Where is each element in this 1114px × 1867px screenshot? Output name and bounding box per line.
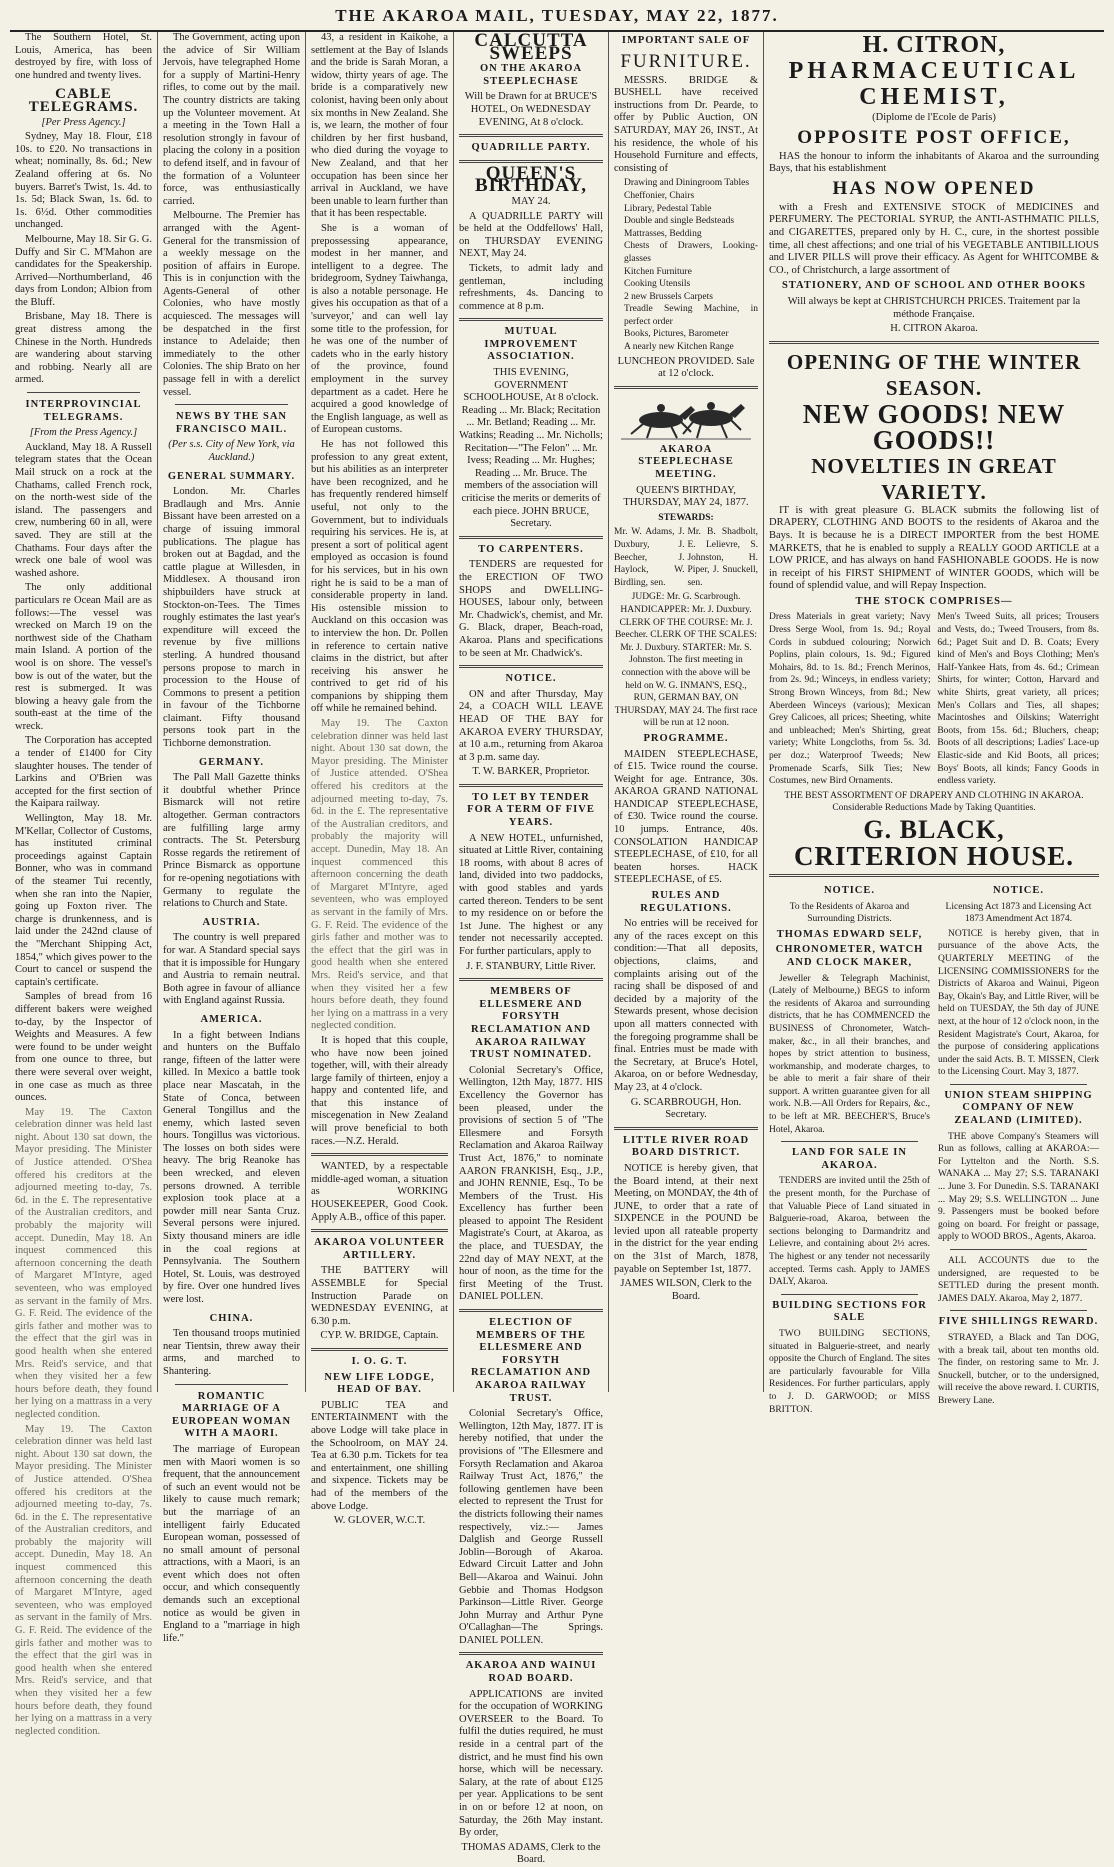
advert-title: TO CARPENTERS. — [478, 543, 584, 555]
advert-text: TWO BUILDING SECTIONS, situated in Balguerie-street, and nearly opposite the Church of England. The sites are particularly favourable for Villa Residences. For further particulars, apply to J. D. GARWOOD; or MISS BRITTON. — [769, 1328, 930, 1415]
advert-title: FURNITURE. — [620, 50, 752, 72]
has-now-opened: HAS NOW OPENED — [832, 177, 1036, 199]
advert-text: Will always be kept at CHRISTCHURCH PRICES. Traitement par la méthode Française. — [787, 295, 1081, 320]
news-paragraph: The country is well prepared for war. A Standard special says that it is impossible for Hungary and Austria to remain neutral. Both agree in favour of alliance with England against Russia. — [163, 932, 300, 1007]
divider — [311, 1153, 448, 1156]
news-paragraph: The Pall Mall Gazette thinks it doubtful whether Prince Bismarck will not retire altogether. German contractors are fulfilling large army contracts. The St. Petersburg Rosse regards the retirement of Prince Bismarck as opportune for re-opening negotiations with Germany to regulate the relations to Church and State. — [163, 772, 300, 910]
advert-title: QUADRILLE PARTY. — [471, 142, 591, 154]
divider — [175, 404, 288, 405]
advert-text: ALL ACCOUNTS due to the undersigned, are requested to be SETTLED during the present month. JAMES DALY. Akaroa, May 2, 1877. — [938, 1256, 1099, 1304]
citron-name: H. CITRON, — [862, 32, 1006, 58]
section-subheading: [Per Press Agency.] — [41, 116, 126, 128]
advert-text: IT is with great pleasure G. BLACK submits the following list of DRAPERY, CLOTHING AND BOOTS to the residents of Akaroa and the Bays. It is because he is a DIRECT IMPORTER from the best HOME MARKETS, that he is enabled to supply a REALLY GOOD ARTICLE at a LOW PRICE, and has always on hand FASHIONABLE GOODS. He is now in receipt of his FIRST SHIPMENT of WINTER GOODS, which will be found of splendid value, and will Repay Inspection. — [769, 504, 1099, 592]
divider — [459, 1309, 603, 1312]
section-subheading: [From the Press Agency.] — [29, 427, 138, 439]
advert-signature: CYP. W. BRIDGE, Captain. — [320, 1330, 439, 1342]
news-paragraph: The Southern Hotel, St. Louis, America, has been destroyed by fire, with loss of one hundred and twenty lives. — [15, 32, 152, 81]
advert-text: No entries will be received for any of the races except on this condition:—That all deposits, objections, claims, and complaints arising out of the racing shall be disposed of and decided by a majority of the Stewards present, whose decision upon all matters connected with the foregoing programme shall be final. Entries must be made with the Secretary, at Bruce's Hotel, Akaroa, on or before Wednesday, May 23, at 4 o'clock. — [614, 918, 758, 1093]
advert-title: NOTICE. — [992, 884, 1045, 896]
advert-text: STRAYED, a Black and Tan DOG, with a break tail, about ten months old. The finder, on restoring same to Mr. J. Snuckell, butcher, or to the undersigned, will receive the above reward. I. CURTIS, Brewery Lane. — [938, 1332, 1099, 1406]
divider — [950, 1249, 1087, 1250]
advert-text: THE above Company's Steamers will Run as follows, calling at AKAROA:— For Lyttelton and the North. S.S. WANAKA ... May 27; S.S. TARANAKI ... June 3. For Dunedin. S.S. TARANAKI ... May 29; S.S. WELLINGTON ... June 9. Passengers must be booked before going on board. For freight or passage, apply to WOOD BROS., Agents, Akaroa. — [938, 1131, 1099, 1243]
advert-title: MEMBERS OF ELLESMERE AND FORSYTH RECLAMATION AND AKAROA RAILWAY TRUST NOMINATED. — [470, 986, 592, 1061]
citron-diploma: (Diplome de l'Ecole de Paris) — [872, 112, 996, 123]
divider — [950, 1084, 1087, 1085]
advert-title: LAND FOR SALE IN AKAROA. — [792, 1147, 907, 1171]
list-item: Cheffonier, Chairs — [624, 190, 695, 201]
divider — [614, 1127, 758, 1130]
advert-text: Licensing Act 1873 and Licensing Act 1873 Amendment Act 1874. — [945, 901, 1092, 925]
advert-text: WANTED, by a respectable middle-aged woman, a situation as WORKING HOUSEKEEPER, Good Cook. Apply A.B., office of this paper. — [311, 1161, 448, 1223]
advert-signature: T. W. BARKER, Proprietor. — [472, 766, 590, 778]
section-heading: ROMANTIC MARRIAGE OF A EUROPEAN WOMAN WITH A MAORI. — [171, 1390, 292, 1440]
divider — [311, 1229, 448, 1232]
advert-title: UNION STEAM SHIPPING COMPANY OF NEW ZEALAND (LIMITED). — [944, 1089, 1093, 1127]
divider — [311, 1348, 448, 1351]
news-paragraph: The marriage of European men with Maori women is so frequent, that the announcement of such an event would not be likely to cause much remark; but the marriage of an intelligent fairly Educated European woman, possessed of no small amount of personal attractions, with a Maori, is an event which does not often occur, and which consequently demands such an exceptional notice as would be given in England to a "marriage in high life." — [163, 1443, 300, 1644]
advert-text: THIS EVENING, GOVERNMENT SCHOOLHOUSE, At 8 o'clock. Reading ... Mr. Black; Recitation ... Mr. Betland; Reading ... Mr. Watkins; Reading ... Mr. Nicholls; Recitation—"The Felon" ... Mr. Ivess; Reading ... Mr. Hughes; Reading ... Mr. Bruce. The members of the association will criticise the merits or demerits of each piece. JOHN BRUCE, Secretary. — [459, 367, 603, 530]
advert-text: PUBLIC TEA and ENTERTAINMENT with the above Lodge will take place in the Schoolroom, on MAY 24. Tea at 6.30 p.m. Tickets for tea and entertainment, one shilling and sixpence. Tickets may be had of the members of the above Lodge. — [311, 1399, 448, 1512]
advert-title: PROGRAMME. — [643, 732, 729, 744]
section-heading: AUSTRIA. — [202, 916, 261, 928]
news-paragraph: She is a woman of prepossessing appearance, modest in her manner, and intelligent to a degree. The bridegroom, Sydney Taiwhanga, is also a notable personage. He gives his occupation as that of a 'surveyor,' and can well lay some title to the profession, for he was one of the number of cadets who in the early history of the province, found employment in the survey department as a cadet. Here he acquired a good knowledge of the English language, as well as of European customs. — [311, 222, 448, 436]
news-paragraph: London. Mr. Charles Bradlaugh and Mrs. Annie Bissant have been arrested on a charge of issuing immoral publications. The plague has broken out at Bagdad, and the cattle plague at Willesden, in Middlesex. A thousand iron shipbuilders have struck at Stockton-on-Tees. The Times roughly estimates the last year's expenditure will exceed the revenue by five millions sterling. A hundred thousand persons propose to march in procession to the House of Commons to present a petition in favour of the Tichborne claimant. Fifty thousand persons took part in the Tichborne demonstration. — [163, 486, 300, 750]
advert-text: ON and after Thursday, May 24, a COACH WILL LEAVE HEAD OF THE BAY for AKAROA EVERY THURSDAY, at 10 a.m., returning from Akaroa at 3 p.m. same day. — [459, 688, 603, 763]
list-item: Drawing and Diningroom Tables — [624, 178, 750, 189]
advert-signature: JAMES WILSON, Clerk to the Board. — [620, 1278, 752, 1302]
advert-text: LUNCHEON PROVIDED. Sale at 12 o'clock. — [617, 355, 755, 380]
advert-text: TENDERS are invited until the 25th of the present month, for the Purchase of that Valuable Piece of Land situated in Balguerie-road, Akaroa, between the sections belonging to Darmandritz and Lelievre, and containing about 2½ acres. The highest or any tender not necessarily accepted. Terms cash. Apply to JAMES DALY, Akaroa. — [769, 1176, 930, 1288]
divider — [459, 784, 603, 787]
advert-signature: THOMAS ADAMS, Clerk to the Board. — [461, 1841, 601, 1866]
divider — [950, 1310, 1087, 1311]
news-paragraph: The Government, acting upon the advice of Sir William Jervois, have telegraphed Home for a supply of Martini-Henry rifles, to come out by the mail. The country districts are taking up the Volunteer movement. At a meeting in the Town Hall a resolution strongly in favour of placing the colony in a position to defend itself, and in favour of the formation of a Volunteer force, was enthusiastically carried. — [163, 32, 300, 207]
advert-date: MAY 24. — [511, 195, 551, 207]
column-3 — [306, 32, 454, 1527]
list-item: A nearly new Kitchen Range — [624, 342, 734, 353]
advert-text: To the Residents of Akaroa and Surrounding Districts. — [789, 901, 910, 925]
advert-title: NOTICE. — [505, 673, 557, 685]
advert-text: Will be Drawn for at BRUCE'S HOTEL, On WEDNESDAY EVENING, At 8 o'clock. — [464, 91, 598, 128]
officials: JUDGE: Mr. G. Scarbrough. HANDICAPPER: Mr. J. Duxbury. CLERK OF THE COURSE: Mr. J. Beecher. CLERK OF THE SCALES: Mr. J. Duxbury. STARTER: Mr. S. Johnston. The first meeting in connection with the above will be held on W. G. INMAN'S, ESQ., RUN, GERMAN BAY, ON THURSDAY, MAY 24. The first race will be run at 12 noon. — [614, 592, 758, 729]
stock-left: Dress Materials in great variety; Navy Dress Serge Wool, from 1s. 9d.; Royal Cords in subdued colouring; Norwich Poplins, plain colours, 1s. 9d.; Figured Mohairs, 8d. to 1s. 8d.; French Merinos, from 2s. 9d.; Winceys, in endless variety; Strong Brown Winceys, from 8d.; New Aberdeen Winceys (various); Mexican Grey Calicoes, all prices; Sheeting, white and unbleached; Men's Shirting, great variety; White Longcloths, from 5s. 3d. per doz.; Waterproof Tweeds; New Promenade Scarfs, Silk Ties; New Costumes, new Bird Ornaments. — [769, 612, 931, 787]
advert-title: CALCUTTA SWEEPS — [474, 30, 588, 64]
list-item: Treadle Sewing Machine, in perfect order — [624, 304, 758, 327]
divider — [27, 392, 140, 393]
news-paragraph: The Corporation has accepted a tender of £1400 for City slaughter houses. The tender of Larkins and O'Brien was accepted for the first section of the Kaipara railway. — [15, 735, 152, 810]
list-item: Double and single Bedsteads — [624, 216, 735, 227]
advert-title: CHRONOMETER, WATCH AND CLOCK MAKER, — [775, 944, 924, 968]
advert-text: A QUADRILLE PARTY will be held at the Oddfellows' Hall, on THURSDAY EVENING NEXT, May 24. — [459, 210, 603, 260]
advert-title: ON THE AKAROA STEEPLECHASE — [479, 63, 583, 87]
advert-title: ELECTION OF MEMBERS OF THE ELLESMERE AND FORSYTH RECLAMATION AND AKAROA RAILWAY TRUST. — [470, 1317, 592, 1404]
advert-title: TO LET BY TENDER FOR A TERM OF FIVE YEARS. — [467, 791, 595, 829]
news-paragraph: In a fight between Indians and hunters on the Buffalo range, fifteen of the latter were killed. In Mexico a battle took place near Mascatah, in the State of Conca, between General Tongillus and the enemy, which lasted seven hours. Tongillus was victorious. The losses on both sides were heavy. The brig Reanoke has been wrecked, and eleven persons drowned. A terrible explosion took place at a powder mill near Santa Cruz. Several persons were injured. Sixty thousand miners are idle in the coal regions at Pennsylvania. The Southern Hotel, St. Louis, was destroyed by fire. Over one hundred lives were lost. — [163, 1029, 300, 1305]
stewards-heading: STEWARDS: — [658, 512, 714, 523]
divider — [459, 978, 603, 981]
winter-heading: OPENING OF THE WINTER SEASON. — [786, 349, 1082, 400]
column-1 — [10, 32, 158, 1737]
news-paragraph: May 19. The Caxton celebration dinner was held last night. About 130 sat down, the Mayor presiding. The Minister of Justice attended. O'Shea offered his creditors at the adjourned meeting to-day, 7s. 6d. in the £. The representative of the Australian creditors, and probably the majority will accept. Dunedin, May 18. An inquest commenced this afternoon concerning the death of Margaret M'Intyre, aged seventeen, who was employed as servant in the family of Mrs. G. F. Reid. The evidence of the girls father and mother was to the effect that the girl was in good health when she entered Mrs. Reid's service, and that when they visited her a few hours before death, they found her lying on a mattrass in a very neglected condition. — [15, 1106, 152, 1420]
divider — [614, 386, 758, 389]
news-paragraph: Melbourne. The Premier has arranged with the Agent-General for the transmission of a weekly message on the position of affairs in Europe. This is in conjunction with the Agents-General of other Colonies, who have mostly acquiesced. The messages will be despatched in the first instance to Adelaide; then immediately to the other Colonies. The ship Brato on her passage fell in with a derelict vessel. — [163, 210, 300, 398]
column-4 — [454, 30, 609, 1866]
advert-title: I. O. G. T. — [351, 1355, 408, 1367]
novelties-heading: NOVELTIES IN GREAT VARIETY. — [811, 453, 1057, 504]
sale-list — [614, 177, 758, 353]
advert-title: AKAROA STEEPLECHASE MEETING. — [638, 443, 734, 481]
news-paragraph: It is hoped that this couple, who have now been joined together, will, with their already large family of thirteen, enjoy a happy and contented life, and that this instance of miscegenation in New Zealand will prove beneficial to both races.—N.Z. Herald. — [311, 1034, 448, 1147]
bottom-left-adverts — [769, 882, 930, 1418]
advert-title: AKAROA AND WAINUI ROAD BOARD. — [465, 1660, 597, 1685]
divider — [459, 318, 603, 321]
divider — [769, 341, 1099, 344]
advert-text: MESSRS. BRIDGE & BUSHELL have received instructions from Dr. Pearde, to offer by Public Auction, ON SATURDAY, MAY 26, INST., At his residence, the whole of his Household Furniture and effects, consisting of — [614, 74, 758, 174]
g-black-name: G. BLACK, — [863, 814, 1005, 844]
divider — [769, 874, 1099, 877]
citron-location: OPPOSITE POST OFFICE, — [797, 126, 1071, 148]
news-paragraph: He has not followed this profession to any great extent, but his abilities as an interpreter have been recognized, and he has frequently rendered himself useful, not only to the Government, but to individuals requiring his services. He is, at present a sort of political agent employed as occasion is found for his services, but in his own right he is said to be a man of considerable property in land. His ostensible mission to Auckland on this occasion was to interview the hon. Dr. Pollen in reference to certain native claims in the district, but after receiving his answer he contrived to get rid of his companions by shipping them off while he remained behind. — [311, 439, 448, 715]
divider — [459, 665, 603, 668]
advert-title: STATIONERY, AND OF SCHOOL AND OTHER BOOKS — [781, 280, 1087, 292]
advert-text: APPLICATIONS are invited for the occupation of WORKING OVERSEER to the Board. To fulfil the duties required, he must reside in a central part of the district, and he must find his own horse, which will be necessary. Salary, at the rate of about £125 per year. Applications to be sent in on or before 12 at noon, on Saturday, the 26th May instant. By order, — [459, 1688, 603, 1839]
divider — [781, 1294, 918, 1295]
advert-text: Colonial Secretary's Office, Wellington, 12th May, 1877. HIS Excellency the Governor has been pleased, under the provisions of section 5 of "The Ellesmere and Forsyth Reclamation and Akaroa Railway Trust Act, 1876," to nominate AARON FRANKISH, Esq., J.P., and JOHN RENNIE, Esq., To be Members of the Trust. His Excellency has further been pleased to appoint The Resident Magistrate's Court, at Akaroa, as the place, and TUESDAY, the 22nd day of MAY NEXT, at the hour of noon, as the time for the first Meeting of the Trust. DANIEL POLLEN. — [459, 1064, 603, 1303]
section-heading: CHINA. — [209, 1312, 254, 1324]
advert-title: LITTLE RIVER ROAD BOARD DISTRICT. — [622, 1134, 750, 1159]
advert-text: with a Fresh and EXTENSIVE STOCK of MEDICINES and PERFUMERY. The PECTORIAL SYRUP, the ANTI-ASTHMATIC PILLS, and CIGARETTES, prepared only by H. C., cure, in the shortest possible time, all chest affections; and one trial of his VEGETABLE ANTIBILLIOUS and LIVER PILLS will prove their efficacy. As Agent for WHITCOMBE & CO., of Christchurch, a large assortment of — [769, 201, 1099, 276]
stock-right: Men's Tweed Suits, all prices; Trousers and Vests, do.; Tweed Trousers, from 8s. 6d.; Paget Suit and D. B. Coats; Every kind of Men's and Boys Clothing; Men's Half-Yankee Hats, from 4s. 6d.; Crimean Shirts, for winter; Cotton, Harvard and white Shirts, great variety, all prices; Men's Collars and Ties, all shapes; Macintoshes and Oilskins; Waterright Boots, from 15s. 6d.; Bluchers, cheap; Boots of all descriptions; Ladies' Lace-up Elastic-side and Kid Boots, all prices; Boys' Boots, all kinds; Fancy Goods in endless variety. — [937, 612, 1099, 787]
divider — [175, 1384, 288, 1385]
news-paragraph: Ten thousand troops mutinied near Tientsin, threw away their arms, and marched to Shantering. — [163, 1328, 300, 1377]
list-item: Mattrasses, Bedding — [624, 228, 702, 239]
divider — [781, 1141, 918, 1142]
advert-title: IMPORTANT SALE OF — [621, 35, 751, 46]
advert-text: A NEW HOTEL, unfurnished, situated at Little River, containing 18 rooms, with about 8 acres of land, divided into two paddocks, with good stables and yards carted thereon. Tenders to be sent to my residence on or before the 1st June. The highest or any tender not necessarily accepted. For further particulars, apply to — [459, 832, 603, 957]
advert-text: Tickets, to admit lady and gentleman, including refreshments, 4s. Dancing to commence at 8 p.m. — [459, 262, 603, 312]
section-heading: GENERAL SUMMARY. — [167, 470, 296, 482]
steward-right: Mr. B. Shadbolt, E. Lelievre, S. Johnston, H. Piper, J. Snuckell, sen. — [687, 527, 758, 588]
divider — [459, 134, 603, 137]
section-subheading: (Per s.s. City of New York, via Auckland.) — [168, 439, 295, 463]
news-paragraph: Melbourne, May 18. Sir G. G. Duffy and Sir C. M'Mahon are candidates for the Speakership. Arrived—Northumberland, 46 days from London; Albion from the Bluff. — [15, 233, 152, 308]
divider — [459, 1652, 603, 1655]
advert-title: BUILDING SECTIONS FOR SALE — [772, 1299, 927, 1324]
advert-signature: J. F. STANBURY, Little River. — [466, 960, 596, 972]
divider — [459, 536, 603, 539]
advert-title: THOMAS EDWARD SELF, — [776, 928, 923, 940]
advert-title: QUEEN'S BIRTHDAY, — [475, 162, 587, 197]
section-heading: AMERICA. — [200, 1013, 263, 1025]
advert-text: THE BEST ASSORTMENT OF DRAPERY AND CLOTHING IN AKAROA. Considerable Reductions Made by Taking Quantities. — [784, 790, 1084, 814]
advert-date: QUEEN'S BIRTHDAY, THURSDAY, MAY 24, 1877. — [623, 484, 749, 509]
news-paragraph: 43, a resident in Kaikohe, a settlement at the Bay of Islands and the bride is Sarah Moran, a widow, thirty years of age. The bride is a comparatively new colonist, having been only about six months in New Zealand. She is, we learn, the mother of four children by her first husband, who died during the voyage to New Zealand, and that her occupation has been since her arrival in Auckland, we have been unable to learn further than that it has been respectable. — [311, 32, 448, 220]
citron-title: PHARMACEUTICAL CHEMIST, — [788, 58, 1080, 110]
column-6 — [764, 32, 1104, 1415]
advert-signature: G. SCARBROUGH, Hon. Secretary. — [630, 1096, 742, 1121]
advert-text: THE BATTERY will ASSEMBLE for Special Instruction Parade on WEDNESDAY EVENING, at 6.30 p.m. — [311, 1265, 448, 1327]
news-paragraph: May 19. The Caxton celebration dinner was held last night. About 130 sat down, the Mayor presiding. The Minister of Justice attended. O'Shea offered his creditors at the adjourned meeting to-day, 7s. 6d. in the £. The representative of the Australian creditors, and probably the majority will accept. Dunedin, May 18. An inquest commenced this afternoon concerning the death of Margaret M'Intyre, aged seventeen, who was employed as servant in the family of Mrs. G. F. Reid. The evidence of the girls father and mother was to the effect that the girl was in good health when she entered Mrs. Reid's service, and that when they visited her a few hours before death, they found her lying on a mattrass in a very neglected condition. — [15, 1423, 152, 1737]
list-item: Chests of Drawers, Looking-glasses — [624, 241, 758, 264]
advert-text: TENDERS are requested for the ERECTION OF TWO SHOPS and DWELLING-HOUSES, labour only, between Mr. Chadwick's, chemist, and Mr. G. Black, draper, Beach-road, Akaroa. Plans and specifications to be seen at Mr. Chadwick's. — [459, 559, 603, 659]
news-paragraph: Sydney, May 18. Flour, £18 10s. to £20. No transactions in wheat; nominally, 8s. 6d.; New Zealand offering at 6s. No buyers. Barret's Twist, 1s. 4d. to 1s. 5d; Black Swan, 1s. 6d. to 1s. 6½d. Other commodities unchanged. — [15, 131, 152, 231]
news-paragraph: Auckland, May 18. A Russell telegram states that the Ocean Mail struck on a rock at the Chathams, called French rock, on the north-west side of the island. The passengers and crew, numbering 60 in all, were saved. They are still at the Chathams. Four days after the wreck one bale of wool was washed ashore. — [15, 441, 152, 579]
advert-signature: H. CITRON Akaroa. — [890, 323, 978, 335]
steward-left: Mr. W. Adams, J. Duxbury, J. Beecher, J. Haylock, W. Birdling, sen. — [614, 527, 685, 588]
criterion-house: CRITERION HOUSE. — [793, 840, 1075, 871]
advert-text: NOTICE is hereby given, that the Board intend, at their next Meeting, on MONDAY, the 4th of JUNE, to order that a rate of SIXPENCE in the POUND be levied upon all rateable property in the district for the year ending on the 31st of March, 1878, payable on September 1st, 1877. — [614, 1162, 758, 1275]
advert-title: MUTUAL IMPROVEMENT ASSOCIATION. — [484, 326, 578, 363]
masthead: THE AKAROA MAIL, TUESDAY, MAY 22, 1877. — [10, 6, 1104, 32]
section-heading: CABLE TELEGRAMS. — [28, 86, 139, 115]
list-item: Books, Pictures, Barometer — [624, 329, 729, 340]
section-heading: GERMANY. — [198, 756, 265, 768]
advert-text: HAS the honour to inform the inhabitants of Akaroa and the surrounding Bays, that his establishment — [769, 150, 1099, 175]
list-item: 2 new Brussels Carpets — [624, 291, 713, 302]
stock-list — [769, 611, 1099, 787]
advert-title: FIVE SHILLINGS REWARD. — [938, 1316, 1099, 1328]
advert-text: MAIDEN STEEPLECHASE, of £15. Twice round the course. Weight for age. Entrance, 30s. AKAROA GRAND NATIONAL HANDICAP STEEPLECHASE, of £30. Twice round the course. 10 jumps. Entrance, 40s. CONSOLATION HANDICAP STEEPLECHASE, of £10, for all beaten horses. HACK STEEPLECHASE, of £5. — [614, 748, 758, 886]
news-paragraph: May 19. The Caxton celebration dinner was held last night. About 130 sat down, the Mayor presiding. The Minister of Justice attended. O'Shea offered his creditors at the adjourned meeting to-day, 7s. 6d. in the £. The representative of the Australian creditors, and probably the majority will accept. Dunedin, May 18. An inquest commenced this afternoon concerning the death of Margaret M'Intyre, aged seventeen, who was employed as servant in the family of Mrs. G. F. Reid. The evidence of the girls father and mother was to the effect that the girl was in good health when she entered Mrs. Reid's service, and that when they visited her a few hours before death, they found her lying on a mattrass in a very neglected condition. — [311, 718, 448, 1032]
stewards-list — [614, 526, 758, 589]
new-goods-heading: NEW GOODS! NEW GOODS!! — [802, 398, 1066, 455]
advert-text: NOTICE is hereby given, that in pursuance of the above Acts, the QUARTERLY MEETING of the LICENSING COMMISSIONERS for the Districts of Akaroa and Wainui, Pigeon Bay, Okain's Bay, and Little River, will be held on TUESDAY, the 5th day of JUNE next, at the hour of 12 o'clock noon, in the Resident Magistrate's Court, Akaroa, for the purpose of considering applications under the said Acts. B. T. MISSEN, Clerk to the Licensing Court. May 3, 1877. — [938, 928, 1099, 1078]
news-paragraph: Wellington, May 18. Mr. M'Kellar, Collector of Customs, has instituted criminal proceedings against Captain Bonner, who was in command of the steamer Tui recently, when she ran into the Napier, going up Foxton river. The charge is drunkenness, and is laid under the 242nd clause of the "Merchant Shipping Act, 1854," which gives power to the Court to cancel or suspend the captain's certificate. — [15, 813, 152, 988]
news-paragraph: Samples of bread from 16 different bakers were weighed to-day, by the Inspector of Weights and Measures. A few were found to be under weight from one ounce to three, but there were several over weight, in one case as much as three ounces. — [15, 991, 152, 1104]
advert-title: NOTICE. — [823, 884, 876, 896]
list-item: Library, Pedestal Table — [624, 203, 712, 214]
column-2 — [158, 32, 306, 1644]
section-heading: NEWS BY THE SAN FRANCISCO MAIL. — [175, 411, 288, 435]
advert-text: Colonial Secretary's Office, Wellington, 12th May, 1877. IT is hereby notified, that under the provisions of "The Ellesmere and Forsyth Reclamation and Akaroa Railway Trust Act, 1876," the following gentlemen have been elected to represent the Trust for the districts following their names respectively, viz.:— James Dalglish and George Russell Joblin—Borough of Akaroa. Edward Circuit Latter and John Bell—Akaroa and Wainui. John Gebbie and Thomas Hodgson Parkinson—Little River. George John Murray and Arthur Pyne O'Callaghan—The Springs. DANIEL POLLEN. — [459, 1408, 603, 1646]
advert-title: AKAROA VOLUNTEER ARTILLERY. — [314, 1237, 445, 1261]
racing-horses-illustration — [621, 394, 751, 440]
list-item: Cooking Utensils — [624, 279, 691, 290]
bottom-right-adverts — [938, 882, 1099, 1418]
advert-signature: W. GLOVER, W.C.T. — [333, 1515, 426, 1527]
advert-title: NEW LIFE LODGE, HEAD OF BAY. — [324, 1371, 435, 1396]
news-paragraph: The only additional particulars re Ocean Mail are as follows:—The vessel was wrecked on March 19 on the northwest side of the Chatham main Island. A portion of the wool is on shore. The vessel's bow is out of the water, but the rest is submerged. It was blowing a heavy gale from the south-east at the time of the wreck. — [15, 582, 152, 732]
list-item: Kitchen Furniture — [624, 266, 692, 277]
section-heading: INTERPROVINCIAL TELEGRAMS. — [25, 399, 142, 423]
advert-title: RULES AND REGULATIONS. — [640, 890, 732, 914]
stock-heading: THE STOCK COMPRISES— — [855, 595, 1013, 607]
column-5 — [609, 32, 764, 1392]
advert-text: Jeweller & Telegraph Machinist, (Lately of Melbourne,) BEGS to inform the residents of Akaroa and surrounding districts, that he has COMMENCED the BUSINESS of Chronometer, Watch-maker, &c., in all their branches, and hopes by strict attention to business, workmanship, and moderate charges, to be able to merit a fair share of their support. A written guarantee given for all work. N.B.—All Orders for Repairs, &c., to be left at MR. BEECHER'S, Bruce's Hotel, Akaroa. — [769, 973, 930, 1135]
news-paragraph: Brisbane, May 18. There is great distress among the Chinese in the North. Hundreds are wandering about starving and robbing. Nearly all are armed. — [15, 311, 152, 386]
